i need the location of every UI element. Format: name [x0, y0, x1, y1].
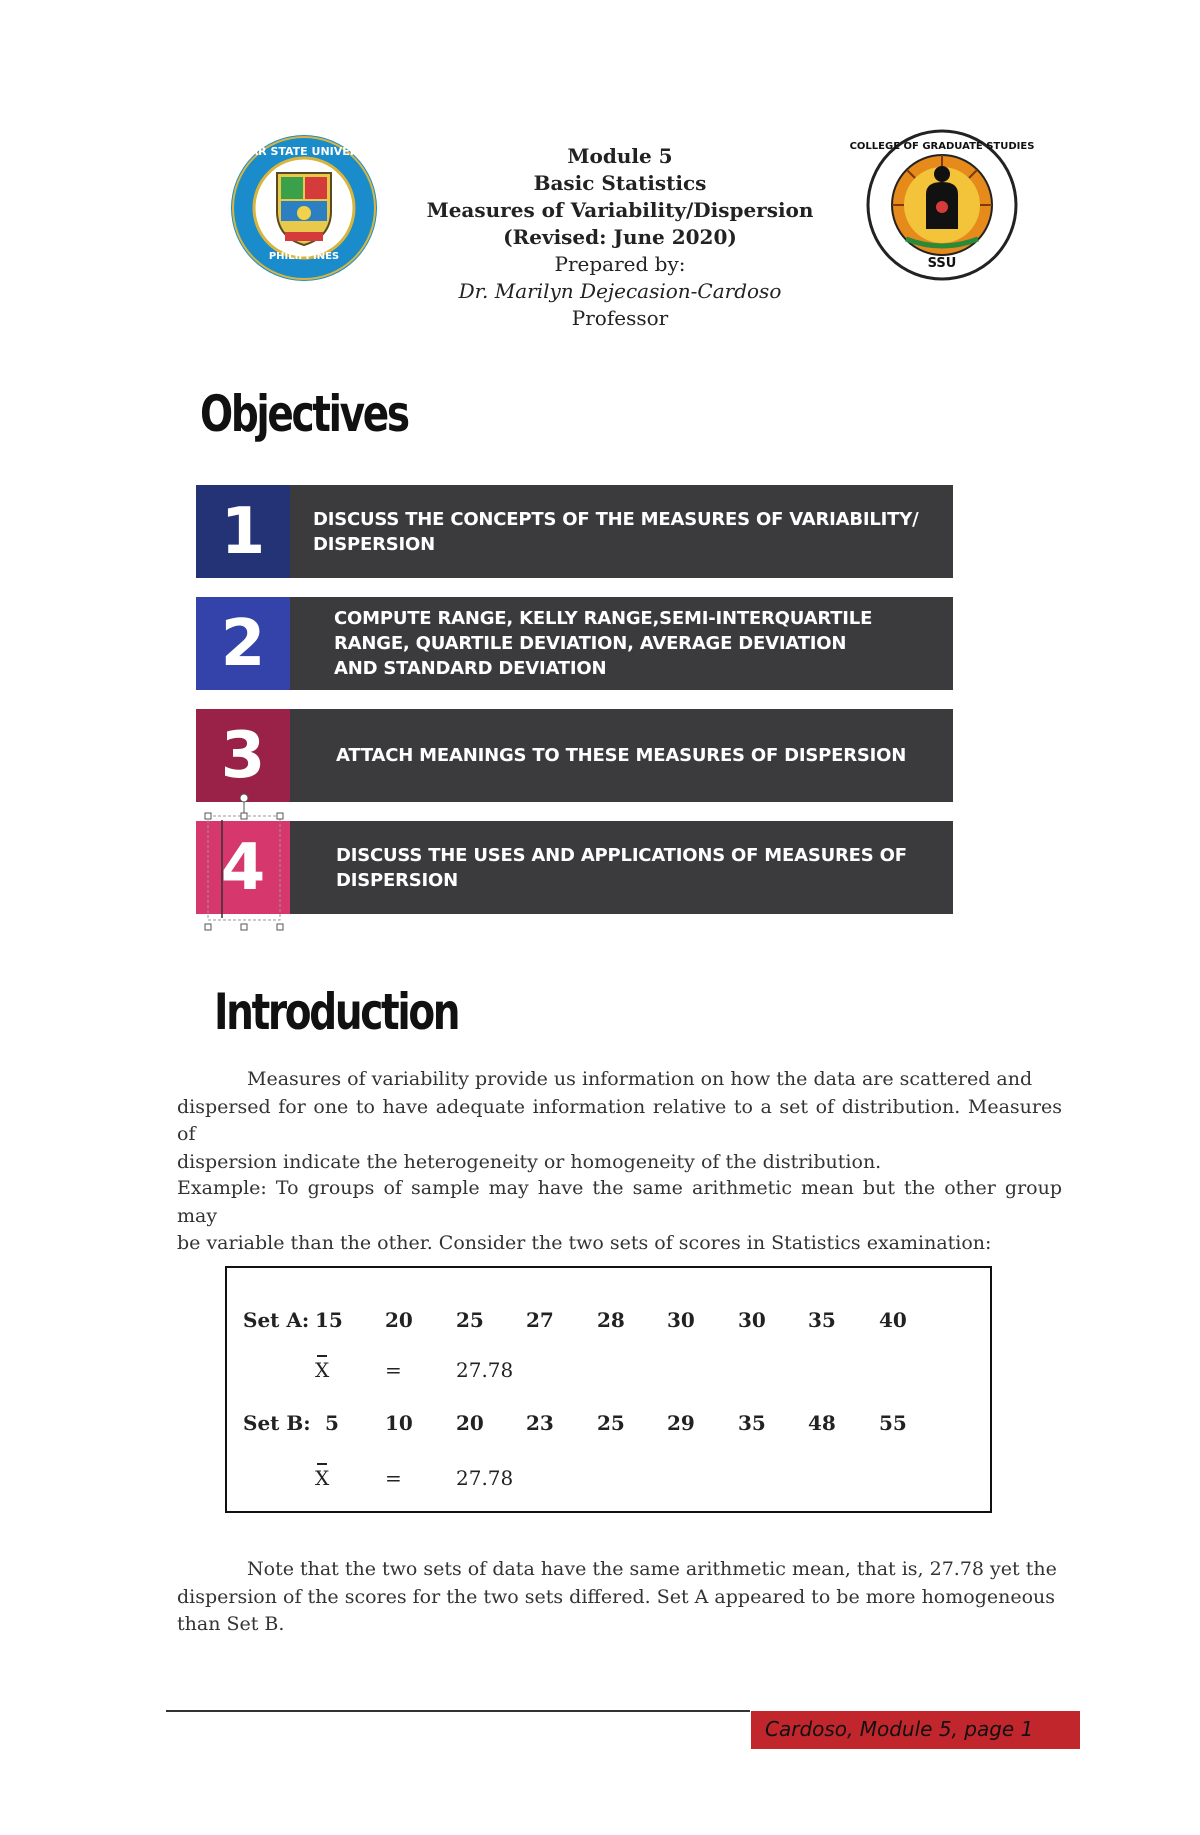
objective-number: 2 — [196, 597, 290, 690]
seal-arc-text: SAMAR STATE UNIVERSITY — [222, 145, 386, 158]
table-cell: 10 — [385, 1411, 413, 1435]
table-cell: 55 — [879, 1411, 907, 1435]
footer-page-label: Cardoso, Module 5, page 1 — [765, 1717, 1034, 1741]
table-cell: 5 — [325, 1411, 339, 1435]
example-paragraph: Example: To groups of sample may have the same arithmetic mean but the other group may be variable than the other. Consider the two sets of scores in Statistics examination: — [177, 1177, 1062, 1254]
scores-table — [225, 1266, 992, 1513]
objective-number: 4 — [196, 821, 290, 914]
objective-item-2 — [196, 597, 953, 690]
selection-handles[interactable] — [200, 790, 290, 930]
equals-sign: = — [385, 1466, 402, 1490]
table-cell: 27 — [526, 1308, 554, 1332]
mean-symbol: X — [315, 1358, 330, 1382]
seal-bottom-text: SSU — [927, 256, 957, 271]
course-title: Basic Statistics — [533, 171, 707, 195]
mean-value: 27.78 — [456, 1358, 514, 1382]
college-of-graduate-studies-seal — [849, 129, 1035, 281]
mean-symbol: X — [315, 1466, 330, 1490]
document-header — [380, 143, 860, 332]
seal-arc-text: COLLEGE OF GRADUATE STUDIES — [849, 141, 1035, 152]
set-b-label: Set B: — [243, 1411, 311, 1435]
note-paragraph: Note that the two sets of data have the same arithmetic mean, that is, 27.78 yet the dispersion of the scores for the two sets differed. Set A appeared to be more homogeneous than Set B. — [177, 1558, 1057, 1635]
table-cell: 40 — [879, 1308, 907, 1332]
table-cell: 35 — [738, 1411, 766, 1435]
set-a-row — [243, 1308, 973, 1336]
module-number: Module 5 — [567, 144, 673, 168]
table-cell: 29 — [667, 1411, 695, 1435]
table-cell: 20 — [456, 1411, 484, 1435]
author-position: Professor — [571, 306, 669, 330]
objective-item-1 — [196, 485, 953, 578]
table-cell: 20 — [385, 1308, 413, 1332]
prepared-by-label: Prepared by: — [554, 252, 686, 276]
table-cell: 28 — [597, 1308, 625, 1332]
set-b-mean-row — [243, 1466, 973, 1494]
set-b-row — [243, 1411, 973, 1439]
seal-bottom-text: PHILIPPINES — [268, 251, 340, 262]
table-cell: 25 — [456, 1308, 484, 1332]
objective-number: 1 — [196, 485, 290, 578]
objective-text: COMPUTE RANGE, KELLY RANGE,SEMI-INTERQUARTILE RANGE, QUARTILE DEVIATION, AVERAGE DEVIATION AND STANDARD DEVIATION — [334, 608, 873, 679]
table-cell: 23 — [526, 1411, 554, 1435]
mean-value: 27.78 — [456, 1466, 514, 1490]
equals-sign: = — [385, 1358, 402, 1382]
introduction-heading: Introduction — [214, 983, 459, 1041]
table-cell: 25 — [597, 1411, 625, 1435]
table-cell: 35 — [808, 1308, 836, 1332]
table-cell: 48 — [808, 1411, 836, 1435]
objective-item-3 — [196, 709, 953, 802]
table-cell: 15 — [315, 1308, 343, 1332]
footer-rule — [166, 1710, 750, 1712]
objectives-heading: Objectives — [200, 385, 408, 443]
intro-paragraph: Measures of variability provide us information on how the data are scattered and dispersed for one to have adequate information relative to a set of distribution. Measures of dispersion indicate the heterogeneity or homogeneity of the distribution. — [177, 1068, 1062, 1173]
set-a-label: Set A: — [243, 1308, 310, 1332]
objective-text: DISCUSS THE USES AND APPLICATIONS OF MEASURES OF DISPERSION — [336, 844, 907, 891]
samar-state-university-seal — [222, 133, 386, 283]
objective-number: 3 — [196, 709, 290, 802]
topic-title: Measures of Variability/Dispersion — [426, 198, 814, 222]
set-a-mean-row — [243, 1358, 973, 1386]
author-name: Dr. Marilyn Dejecasion-Cardoso — [458, 279, 782, 303]
table-cell: 30 — [667, 1308, 695, 1332]
objective-text: ATTACH MEANINGS TO THESE MEASURES OF DISPERSION — [336, 745, 907, 766]
objective-item-4 — [196, 821, 953, 914]
revision-date: (Revised: June 2020) — [503, 225, 737, 249]
objective-text: DISCUSS THE CONCEPTS OF THE MEASURES OF VARIABILITY/ DISPERSION — [313, 508, 919, 555]
table-cell: 30 — [738, 1308, 766, 1332]
